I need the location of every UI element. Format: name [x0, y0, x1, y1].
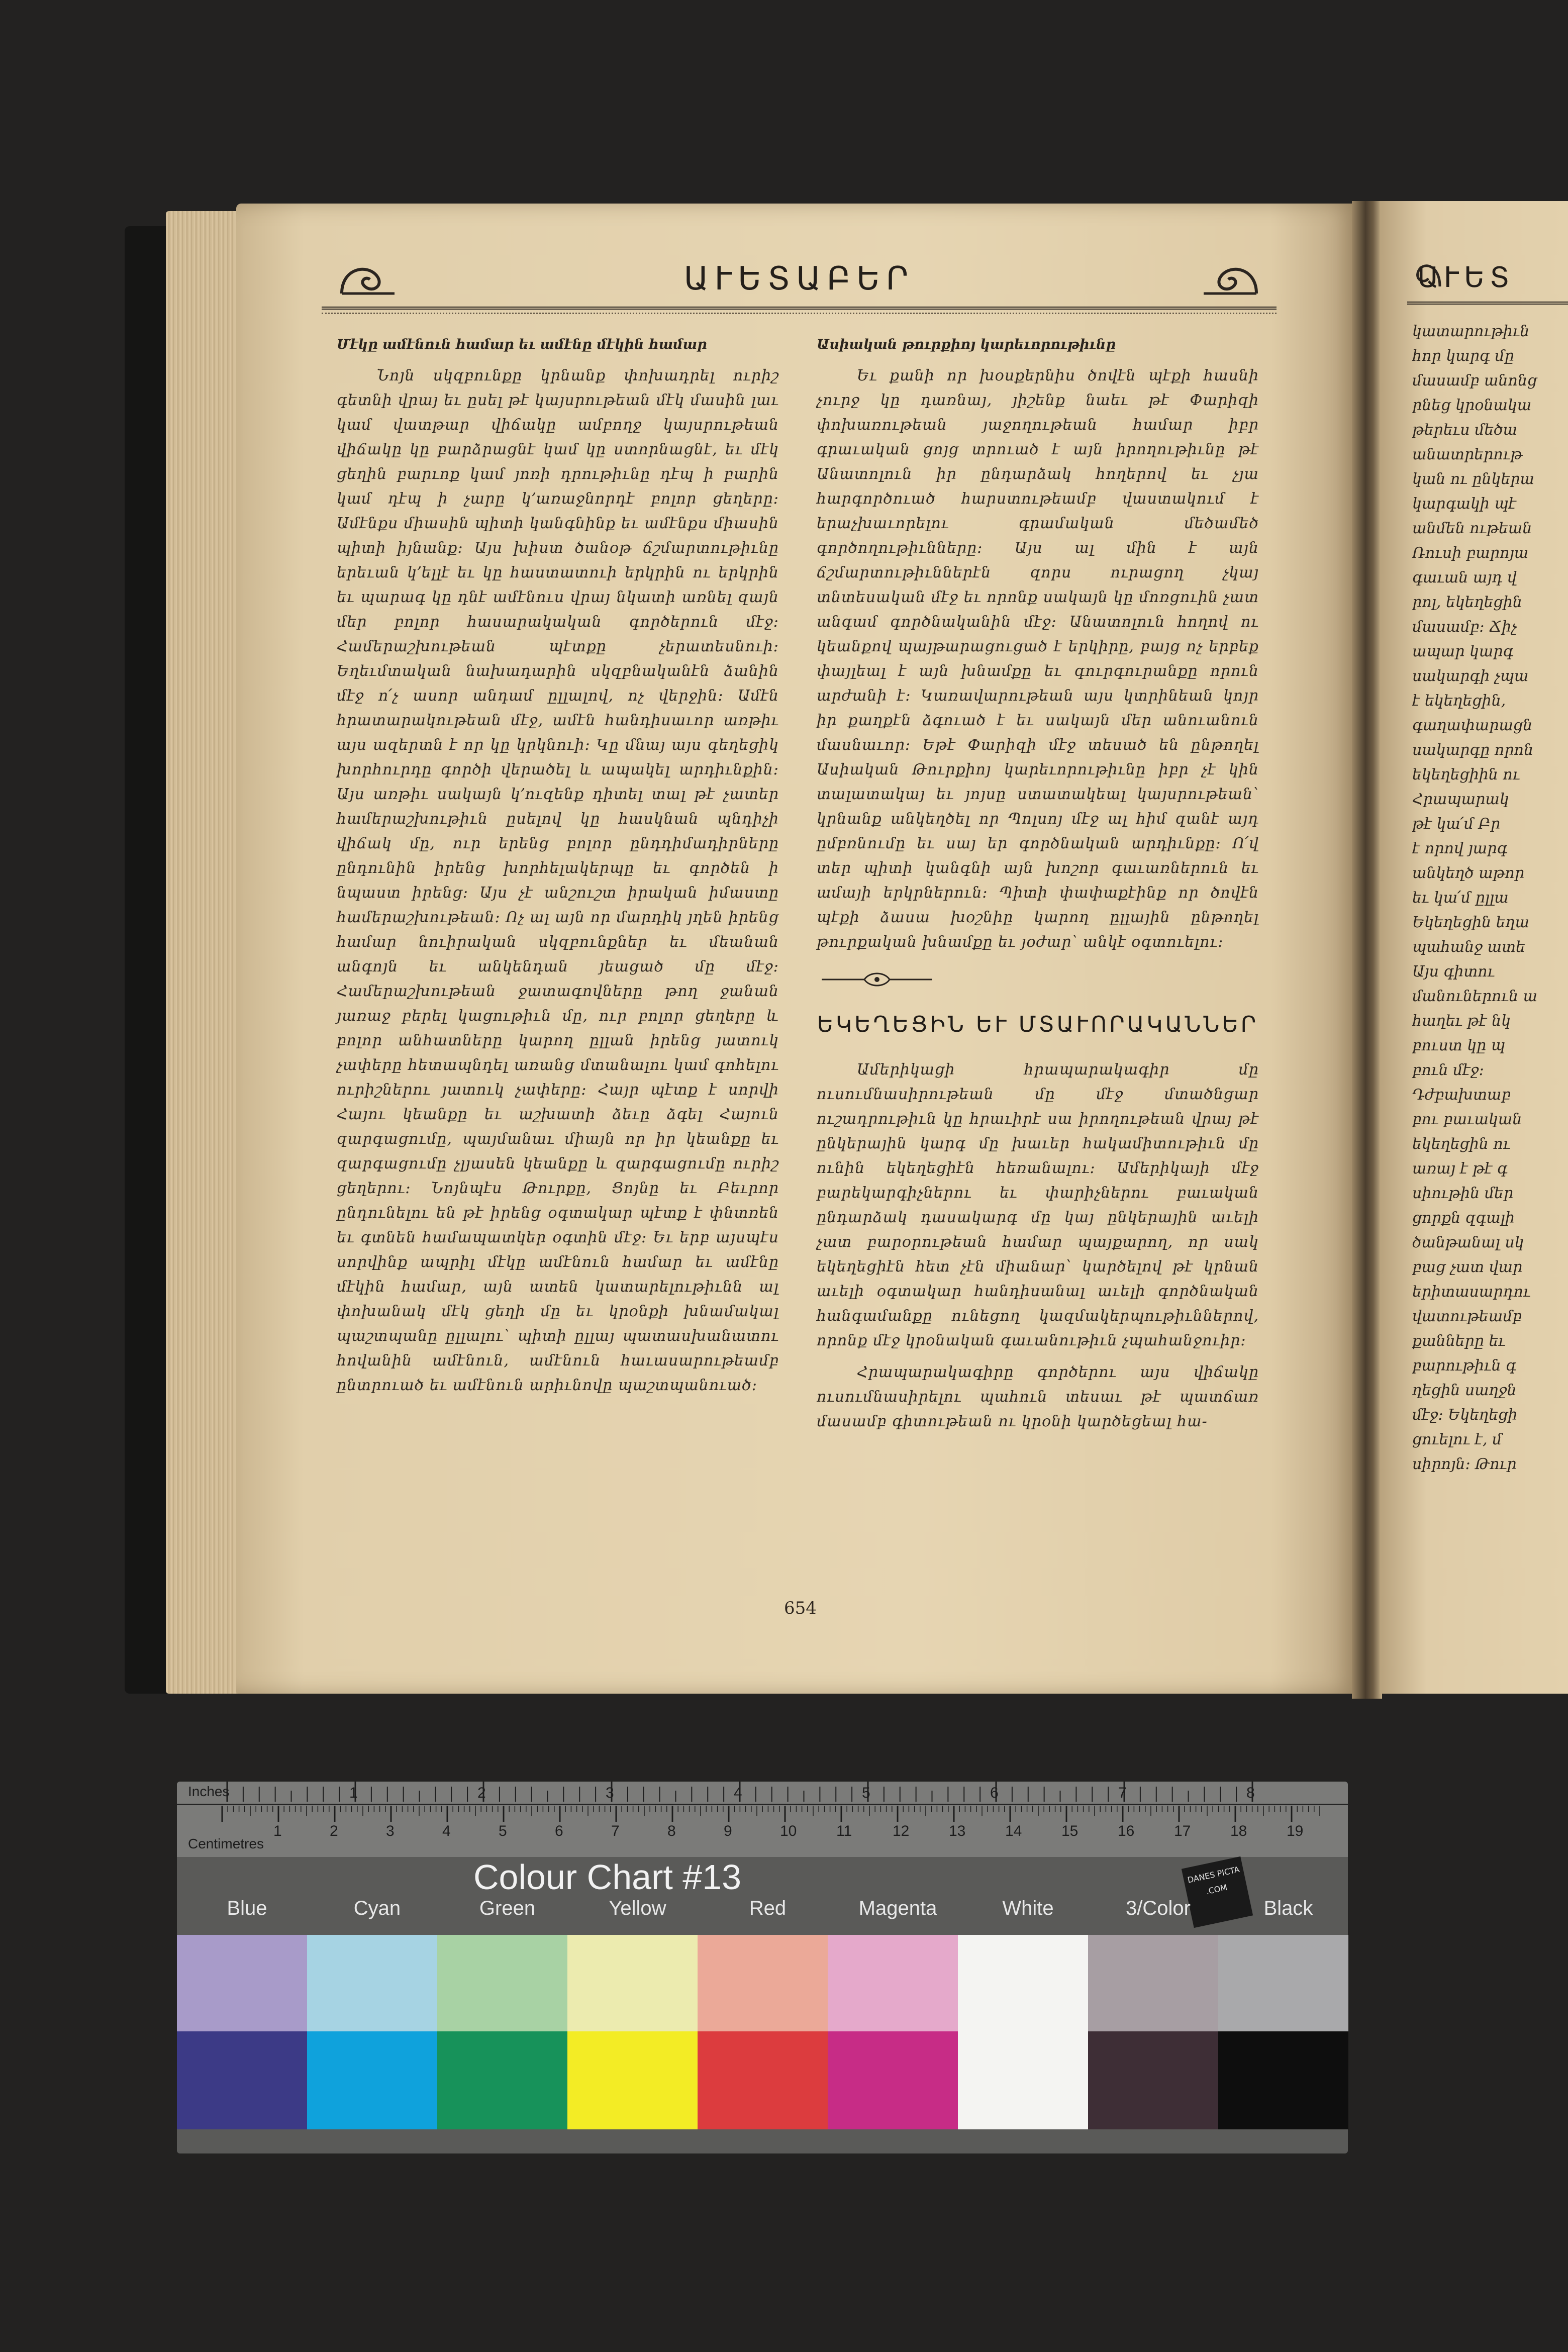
swatch-tint	[698, 1935, 828, 2031]
swatch-tint	[567, 1935, 698, 2031]
ruler	[177, 1782, 1348, 1857]
swatch-solid	[437, 2031, 567, 2129]
cm-tick-label: 12	[893, 1823, 910, 1839]
right-column	[817, 337, 1259, 1434]
swatch-solid	[698, 2031, 828, 2129]
ruler-inches-label: Inches	[188, 1784, 230, 1799]
cm-tick-label: 9	[724, 1823, 732, 1839]
swatch-label: Yellow	[609, 1897, 666, 1919]
ruler-ticks	[177, 1782, 1348, 1857]
danes-picta-logo: DANES PICTA .COM	[1182, 1856, 1253, 1928]
swatch-tint	[828, 1935, 958, 2031]
ruler-centimetres-label: Centimetres	[188, 1836, 264, 1851]
cm-tick-label: 15	[1061, 1823, 1079, 1839]
swatch-label: Blue	[227, 1897, 267, 1919]
colour-chart-card	[177, 1782, 1348, 2153]
section-divider-ornament-icon	[817, 967, 937, 992]
swatch-label: Green	[479, 1897, 536, 1919]
swatch-solid	[567, 2031, 698, 2129]
book-gutter	[1352, 201, 1382, 1699]
cm-tick-label: 19	[1287, 1823, 1304, 1839]
swatch-tint	[437, 1935, 567, 2031]
cm-tick-label: 4	[442, 1823, 451, 1839]
facing-header-rule	[1407, 302, 1568, 305]
left-column	[337, 337, 779, 1398]
swatch-solid	[307, 2031, 437, 2129]
swatch-label: 3/Color	[1126, 1897, 1191, 1919]
swatch-label: Red	[749, 1897, 787, 1919]
left-column-paragraph: Նոյն սկզբունքը կրնանք փոխադրել ուրիշ գետնի վրայ եւ ըսել թէ կայսրութեան մէկ մասին լաւ կամ վատթար վիճակը ամբողջ կայսրութեան վիճակը կը բարձրացնէ կամ կը ստորնացնէ, եւ մէկ ցեղին բարւոք կամ յոռի դրութիւնը դէպ ի բարին կամ դէպ ի չարը կ՚առաջնորդէ բոլոր ցեղերը։ Ամէնքս միասին պիտի կանգնինք եւ ամէնքս միասին պիտի իյնանք։ Այս խիստ ծանօթ ճշմարտութիւնը երեւան կ՚ելլէ եւ կը հաստատուի երկրին ու երկրին եւ պարագ կը դնէ ամէնուս վրայ նկատի առնել զայն մեր բոլոր հասարակական գործերուն մէջ։ Համերաշխութեան պէտքը չերատեսնուի։ Եղեւմտական նախադարին սկզբնականէն ձանին մէջ ո՛չ ասոր անդամ ըլլալով, ոչ վերջին։ Ամէն հրատարակութեան մէջ, ամէն հանդիսաւոր առթիւ այս ազերտն է որ կը կրկնուի։ Կը մնայ այս գեղեցիկ խորհուրդը գործի վերածել և ապակել արդիւնքին։ Այս առթիւ սակայն կ՚ուզենք դիտել տալ թէ չատեր համերաշխութիւն ըսելով կը հասկնան պնդիչի վիճակ մը, ուր երենց բոլոր ընդդիմադիրները ընդունին իրենց խորհելակերպը եւ գործեն ի նպաստ իրենց։ Այս չէ անշուշտ իրական իմաստը համերաշխութեան։ Ոչ ալ այն որ մարդիկ յղեն իրենց համար նուիրական սկզբունքներ եւ մեանան անգոյն եւ անկենդան յեացած մը մէջ։ Համերաշխութեան ջատագովները թող ջանան յառաջ բերել կացութիւն մը, ուր բոլոր ցեղերը և բոլոր անհատները կարող ըլլան իրենց յատուկ չափերը հետապնդել առանց մտանալու կամ գոհելու ուրիշներու յատուկ չափերը։ Հայր պէտք է սորվի Հայու կեանքը եւ աշխատի ձեւը ձգել Հայուն զարգացումը, պայմանաւ միայն որ իր կեանքը եւ զարգացումը չլյասեն կեանքը և զարգացումը ուրիշ ցեղերու։ Նոյնպէս Թուրքը, Ցոյնը եւ Բեւրոր ընդունելու են թէ իրենց օգտակար պէտք է փնտռեն եւ գտնեն համապատկեր օգտին մէջ։ Եւ երբ այսպէս սորվինք ապրիլ մէկը ամէնուն համար եւ ամէնը մէկին համար, այն ատեն կատարելութիւնն ալ փոխանակ մէկ ցեղի մը եւ կրօնքի խնամակալ պաշտպանը ըլլալու՝ պիտի ըլլայ պատասխանատու հովանին ամէնուն, ամէնուն հաւասարութեամբ ընտրուած եւ ամէնուն արիւնովը պաշտպանուած։	[337, 367, 779, 1394]
cm-tick-label: 5	[499, 1823, 507, 1839]
cm-tick-label: 17	[1174, 1823, 1191, 1839]
inch-tick-label: 1	[349, 1785, 358, 1801]
section-title: ԵԿԵՂԵՑԻՆ ԵՒ ՄՏԱՒՈՐԱԿԱՆՆԵՐ	[817, 1012, 1259, 1037]
right-column-heading: Ասիական թուրքիոյ կարեւորութիւնը	[817, 337, 1116, 352]
facing-running-title: ԱՒԵՏ	[1417, 261, 1515, 294]
cm-tick-label: 3	[386, 1823, 395, 1839]
cm-tick-label: 8	[667, 1823, 676, 1839]
header-dotted-rule	[322, 313, 1277, 319]
swatch-solid	[1088, 2031, 1218, 2129]
cm-tick-label: 13	[949, 1823, 966, 1839]
cm-tick-label: 6	[555, 1823, 563, 1839]
swatch-solid	[828, 2031, 958, 2129]
cm-tick-label: 16	[1118, 1823, 1135, 1839]
facing-page-text: կատարութիւն հոր կարգ մը մասամբ անոնց րնեց կրօնակա թերեւս մեծա անատրերութ կան ու ընկերա կարգակի պէ անմեն ութեան Ռուսի բարոյա գաւան այդ վ րոլ, եկեղեցին մասամբ։ Ճիչ ապար կարգ սակարգի չպա է եկեղեցին, գաղափարացն սակարգը որոն եկեղեցիին ու Հրապարակ թէ կա՛մ Բր է որով յարգ անկեղծ աթոր եւ կա՛մ ըլլա Եկեղեցին եղա պահանջ ատե Այս գիտու մանուներուն ա հաղեւ թէ նկ բուստ կը պ բուն մէջ։ Դժբախտաբ բու բաւական եկեղեցին ու առայ է թէ գ սիութին մեր ցորքն զգալի ծանթանալ սկ բաց չատ վար երիտասարդու վատութեամբ քանները եւ բարութիւն գ ղեցին սաղջն մէջ։ Եկեղեցի ցուելու է, մ սիրոյն։ Թուր	[1412, 323, 1538, 1473]
inch-tick-label: 4	[734, 1785, 742, 1801]
page-number: 654	[784, 1598, 817, 1618]
swatch-tint	[177, 1935, 307, 2031]
right-column-paragraph-2: Ամերիկացի հրապարակագիր մը ուսումնասիրութեան մը մէջ մտածնցար ուշադրութիւն կը հրաւիրէ սա իրողութեան վրայ թէ ընկերային կարգ մը խաւեր հակամիտութիւն մը ունին եկեղեցիէն հեռանալու։ Ամերիկայի մէջ բարեկարգիչներու եւ փարիչներու բաւական ընդարձակ դասակարգ մը կայ ընկերային աւելի չատ բարօրութեան համար պայքարող, որ սակ եկեղեցիէն հետ չէն միանար՝ կարծելով թէ կրնան աւելի օգտակար հանդիսանալ աւելի գործնական հանգամանքը ունեցող կազմակերպութիւններով, որոնք մէջ կրօնական գաւանութիւն չպահանջուիր։	[817, 1061, 1259, 1349]
right-column-paragraph-1: Եւ քանի որ խօսքերնիս ծովէն պէքի հասնի չուրջ կը դառնայ, յիշենք նաեւ թէ Փարիզի փոխառութեան յաջողութեան համար իբր գրաւական ցոյց տրուած է այն իրողութիւնը թէ Անատոլուն իր ընդարձակ հողերով եւ չյա հարգործուած հարստութեամբ վաստակում է երաչխաւորելու գրամական մեծամեծ գործողութիւնները։ Այս ալ մին է այն ճշմարտութիւններէն զորս ուրացող չկայ տնտեսական մէջ եւ որոնք սակայն կը մոռցուին չատ անգամ գործնականին մէջ։ Անատոլուն հողով ու կեանքով պայթարացուցած է երկիրը, բայց ոչ երբեք փայլեալ է այն խնամքը եւ գուրգուրանքը որուն արժանի է։ Կառավարութեան այս կտրինեան կոյր իր քաղքէն ձգուած է եւ սակայն մեր անուանուն մասնաւոր։ Եթէ Փարիզի մէջ տեսած են ընթողել Ասիական Թուրքիոյ կարեւորութիւնը իբր չէ կին տալատակայ եւ յոյսը ստատակեալ կայսրութեան՝ կրնանք անկեղծել որ Պոլսոյ մէջ ալ հիմ զանէ այդ ըմբռնումը եւ սայ եր գործնական արդիւնքը։ Ո՛վ տեր պիտի կանգնի այն խոշոր գաւառներուն եւ ամայի երկրներուն։ Պիտի փափաքէինք որ ծովէն պէքի ձասա խօշնիը կարող ըլլային ընթողել թուրքական խնամքը եւ յօժար՝ անկէ օգտուելու։	[817, 367, 1259, 951]
running-header	[322, 251, 1277, 310]
inch-tick-label: 3	[606, 1785, 614, 1801]
colour-chart-title: Colour Chart #13	[473, 1857, 742, 1897]
cm-tick-label: 10	[780, 1823, 797, 1839]
swatch-tint	[307, 1935, 437, 2031]
swatch-tint	[958, 1935, 1088, 2031]
swatch-label: Cyan	[353, 1897, 401, 1919]
swatch-tint	[1088, 1935, 1218, 2031]
cm-tick-label: 2	[330, 1823, 338, 1839]
swatch-solid	[177, 2031, 307, 2129]
cm-tick-label: 11	[836, 1823, 852, 1839]
cm-tick-label: 14	[1005, 1823, 1022, 1839]
swatch-label: Black	[1263, 1897, 1313, 1919]
inch-tick-label: 8	[1246, 1785, 1255, 1801]
cm-tick-label: 18	[1230, 1823, 1247, 1839]
running-title: ԱՒԵՏԱԲԵՐ	[683, 260, 915, 298]
cm-tick-label: 1	[273, 1823, 282, 1839]
header-ornament-right-icon	[1201, 258, 1261, 302]
swatch-solid	[958, 2031, 1088, 2129]
inch-tick-label: 7	[1118, 1785, 1127, 1801]
swatch-label: Magenta	[858, 1897, 937, 1919]
left-column-heading: Մէկը ամէնուն համար եւ ամէնը մէկին համար	[337, 337, 707, 352]
inch-tick-label: 2	[477, 1785, 486, 1801]
cm-tick-label: 7	[611, 1823, 620, 1839]
swatch-label: White	[1002, 1897, 1054, 1919]
swatch-solid	[1218, 2031, 1348, 2129]
inch-tick-label: 6	[990, 1785, 999, 1801]
right-column-paragraph-3: Հրապարակագիրը գործերու այս վիճակը ուսումնասիրելու պահուն տեսաւ թէ պատճառ մասամբ գիտութեան ու կրօնի կարծեցեալ հա-	[817, 1363, 1259, 1430]
swatch-tint	[1218, 1935, 1348, 2031]
inch-tick-label: 5	[862, 1785, 870, 1801]
